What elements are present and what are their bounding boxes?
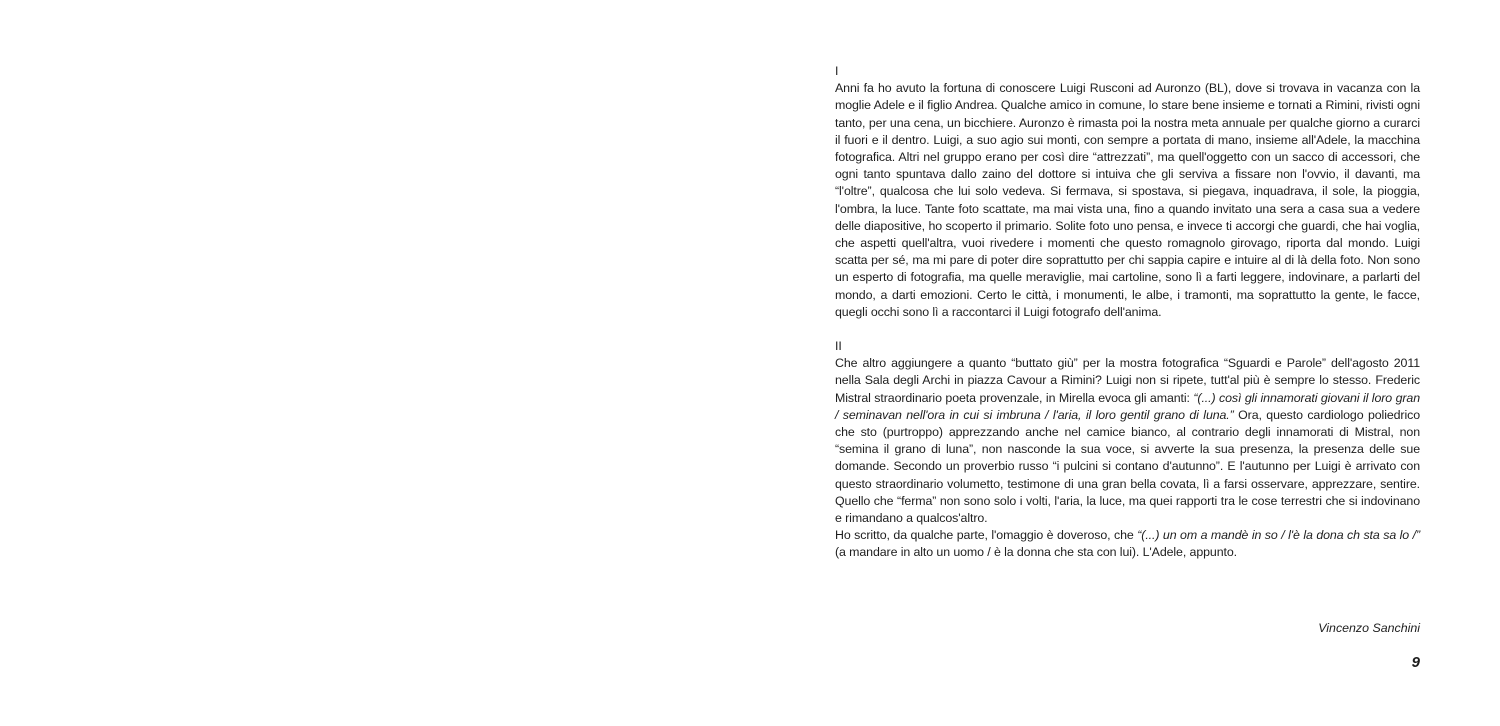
mistral-quote: “(...) così gli innamorati giovani il loro gran / seminavan nell'ora in cui si imbruna / l'aria, il loro gentil grano di luna.” (835, 390, 1420, 422)
section-2-paragraph-2 (835, 527, 1420, 561)
preface-text (835, 63, 1420, 562)
dialect-quote: “(...) un om a mandè in so / l'è la dona ch sta sa lo /” (1137, 528, 1420, 543)
paragraph-text: Ora, questo cardiologo poliedrico che sto (purtroppo) apprezzando anche nel camice bianco, al contrario degli innamorati di Mistral, non “semina il grano di luna”, non nasconde la sua voce, si avverte la sua presenza, la presenza delle sue domande. Secondo un proverbio russo “i pulcini si contano d'autunno”. E l'autunno per Luigi è arrivato con questo straordinario volumetto, testimone di una gran bella covata, lì a farsi osservare, apprezzare, sentire. Quello che “ferma” non sono solo i volti, l'aria, la luce, ma quei rapporti tra le cose terrestri che si indovinano e rimandano a qualcos'altro. (835, 407, 1420, 526)
section-2-paragraph-1 (835, 355, 1420, 527)
page-number: 9 (1411, 654, 1420, 671)
right-page (750, 0, 1500, 726)
section-1-paragraph: Anni fa ho avuto la fortuna di conoscere Luigi Rusconi ad Auronzo (BL), dove si trovava in vacanza con la moglie Adele e il figlio Andrea. Qualche amico in comune, lo stare bene insieme e tornati a Rimini, rivisti ogni tanto, per una cena, un bicchiere. Auronzo è rimasta poi la nostra meta annuale per qualche giorno a curarci il fuori e il dentro. Luigi, a suo agio sui monti, con sempre a portata di mano, insieme all'Adele, la macchina fotografica. Altri nel gruppo erano per così dire “attrezzati”, ma quell'oggetto con un sacco di accessori, che ogni tanto spuntava dallo zaino del dottore si intuiva che gli serviva a fissare non l'ovvio, il davanti, ma “l'oltre”, qualcosa che lui solo vedeva. Si fermava, si spostava, si piegava, inquadrava, il sole, la pioggia, l'ombra, la luce. Tante foto scattate, ma mai vista una, fino a quando invitato una sera a casa sua a vedere delle diapositive, ho scoperto il primario. Solite foto uno pensa, e invece ti accorgi che guardi, che hai voglia, che aspetti quell'altra, vuoi rivedere i momenti che questo romagnolo girovago, riporta dal mondo. Luigi scatta per sé, ma mi pare di poter dire soprattutto per chi sappia capire e intuire al di là della foto. Non sono un esperto di fotografia, ma quelle meraviglie, mai cartoline, sono lì a farti leggere, indovinare, a parlarti del mondo, a darti emozioni. Certo le città, i monumenti, le albe, i tramonti, ma soprattutto la gente, le facce, quegli occhi sono lì a raccontarci il Luigi fotografo dell'anima. (835, 81, 1420, 319)
paragraph-text: Ho scritto, da qualche parte, l'omaggio è doveroso, che (835, 528, 1138, 543)
paragraph-text: Che altro aggiungere a quanto “buttato giù” per la mostra fotografica “Sguardi e Parole” dell'agosto 2011 nella Sala degli Archi in piazza Cavour a Rimini? Luigi non si ripete, tutt'al più è sempre lo stesso. Frederic Mistral straordinario poeta provenzale, in Mirella evoca gli amanti: (835, 356, 1420, 405)
author-signature: Vincenzo Sanchini (1318, 621, 1420, 635)
section-spacer (835, 321, 1420, 338)
section-numeral-2: II (835, 339, 842, 354)
paragraph-text: (a mandare in alto un uomo / è la donna che sta con lui). L'Adele, appunto. (835, 545, 1237, 560)
section-numeral-1: I (835, 64, 839, 78)
